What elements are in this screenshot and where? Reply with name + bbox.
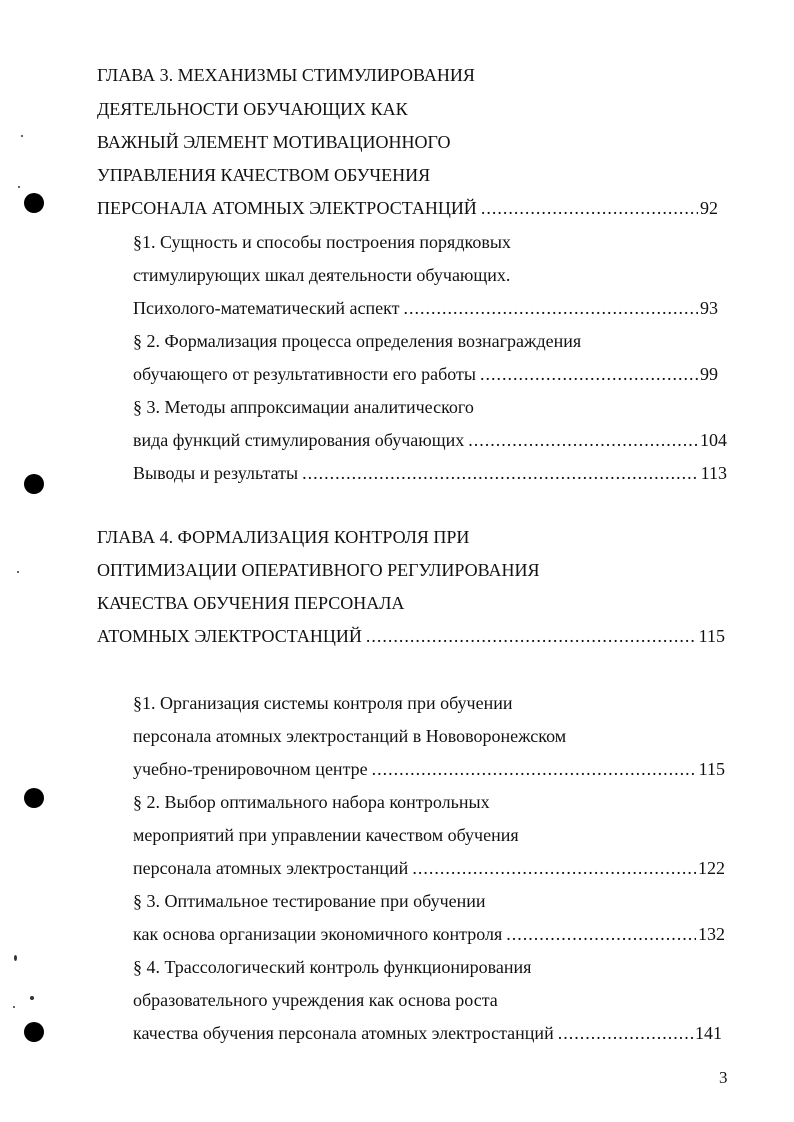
toc-entry-text: обучающего от результативности его работы	[133, 364, 477, 384]
toc-page-number: 99	[700, 364, 718, 384]
toc-page-number: 141	[695, 1023, 722, 1043]
dot-leader	[480, 363, 698, 385]
section-title-line: образовательного учреждения как основа роста	[133, 990, 498, 1010]
toc-page-number: 104	[700, 430, 727, 450]
toc-page-number: 132	[698, 924, 725, 944]
section-title-line: мероприятий при управлении качеством обучения	[133, 825, 519, 845]
scan-speck	[17, 571, 19, 573]
toc-entry-text: ПЕРСОНАЛА АТОМНЫХ ЭЛЕКТРОСТАНЦИЙ	[97, 198, 477, 218]
section-title-line: стимулирующих шкал деятельности обучающих.	[133, 265, 511, 285]
chapter-title-line: ОПТИМИЗАЦИИ ОПЕРАТИВНОГО РЕГУЛИРОВАНИЯ	[97, 560, 540, 580]
punch-hole	[24, 788, 44, 808]
toc-page-number: 92	[700, 198, 718, 218]
chapter-title-line: УПРАВЛЕНИЯ КАЧЕСТВОМ ОБУЧЕНИЯ	[97, 165, 431, 185]
toc-entry-text: качества обучения персонала атомных электростанций	[133, 1023, 554, 1043]
dot-leader	[506, 923, 696, 945]
section-title-line: § 3. Оптимальное тестирование при обучении	[133, 891, 486, 911]
scan-speck	[14, 955, 17, 961]
toc-entry-text: как основа организации экономичного контроля	[133, 924, 503, 944]
dot-leader	[366, 625, 697, 647]
chapter-title-line: ГЛАВА 3. МЕХАНИЗМЫ СТИМУЛИРОВАНИЯ	[97, 65, 475, 85]
scan-speck	[30, 996, 34, 1000]
toc-entry-text: Выводы и результаты	[133, 463, 299, 483]
toc-entry[interactable]	[133, 857, 725, 879]
chapter-title-line: ВАЖНЫЙ ЭЛЕМЕНТ МОТИВАЦИОННОГО	[97, 132, 451, 152]
dot-leader	[302, 462, 699, 484]
section-title-line: §1. Сущность и способы построения порядковых	[133, 232, 511, 252]
dot-leader	[468, 429, 698, 451]
toc-entry[interactable]	[133, 297, 718, 319]
toc-page-number: 122	[698, 858, 725, 878]
dot-leader	[404, 297, 698, 319]
section-title-line: § 3. Методы аппроксимации аналитического	[133, 397, 474, 417]
toc-entry[interactable]	[133, 1022, 722, 1044]
punch-hole	[24, 474, 44, 494]
chapter-title-line: ГЛАВА 4. ФОРМАЛИЗАЦИЯ КОНТРОЛЯ ПРИ	[97, 527, 470, 547]
scan-speck	[13, 1006, 15, 1008]
toc-page-number: 113	[700, 463, 727, 483]
section-title-line: §1. Организация системы контроля при обучении	[133, 693, 513, 713]
scan-speck	[21, 135, 23, 137]
toc-page-number: 93	[700, 298, 718, 318]
toc-page-number: 115	[698, 626, 725, 646]
page-number: 3	[719, 1068, 728, 1087]
dot-leader	[558, 1022, 693, 1044]
section-title-line: § 2. Выбор оптимального набора контрольных	[133, 792, 490, 812]
scan-speck	[18, 186, 20, 188]
toc-entry-text: Психолого-математический аспект	[133, 298, 400, 318]
toc-entry[interactable]	[133, 758, 725, 780]
punch-hole	[24, 193, 44, 213]
toc-page-number: 115	[698, 759, 725, 779]
section-title-line: персонала атомных электростанций в Нововоронежском	[133, 726, 567, 746]
toc-entry[interactable]	[97, 625, 725, 647]
dot-leader	[412, 857, 696, 879]
section-title-line: § 4. Трассологический контроль функционирования	[133, 957, 532, 977]
toc-entry-text: вида функций стимулирования обучающих	[133, 430, 465, 450]
toc-entry-text: учебно-тренировочном центре	[133, 759, 368, 779]
toc-entry[interactable]	[133, 429, 727, 451]
chapter-title-line: ДЕЯТЕЛЬНОСТИ ОБУЧАЮЩИХ КАК	[97, 99, 408, 119]
chapter-title-line: КАЧЕСТВА ОБУЧЕНИЯ ПЕРСОНАЛА	[97, 593, 405, 613]
toc-entry[interactable]	[97, 197, 718, 219]
toc-entry-text: персонала атомных электростанций	[133, 858, 409, 878]
toc-entry[interactable]	[133, 462, 727, 484]
dot-leader	[481, 197, 698, 219]
punch-hole	[24, 1022, 44, 1042]
section-title-line: § 2. Формализация процесса определения вознаграждения	[133, 331, 582, 351]
dot-leader	[372, 758, 697, 780]
toc-entry[interactable]	[133, 363, 718, 385]
toc-entry[interactable]	[133, 923, 725, 945]
toc-entry-text: АТОМНЫХ ЭЛЕКТРОСТАНЦИЙ	[97, 626, 362, 646]
